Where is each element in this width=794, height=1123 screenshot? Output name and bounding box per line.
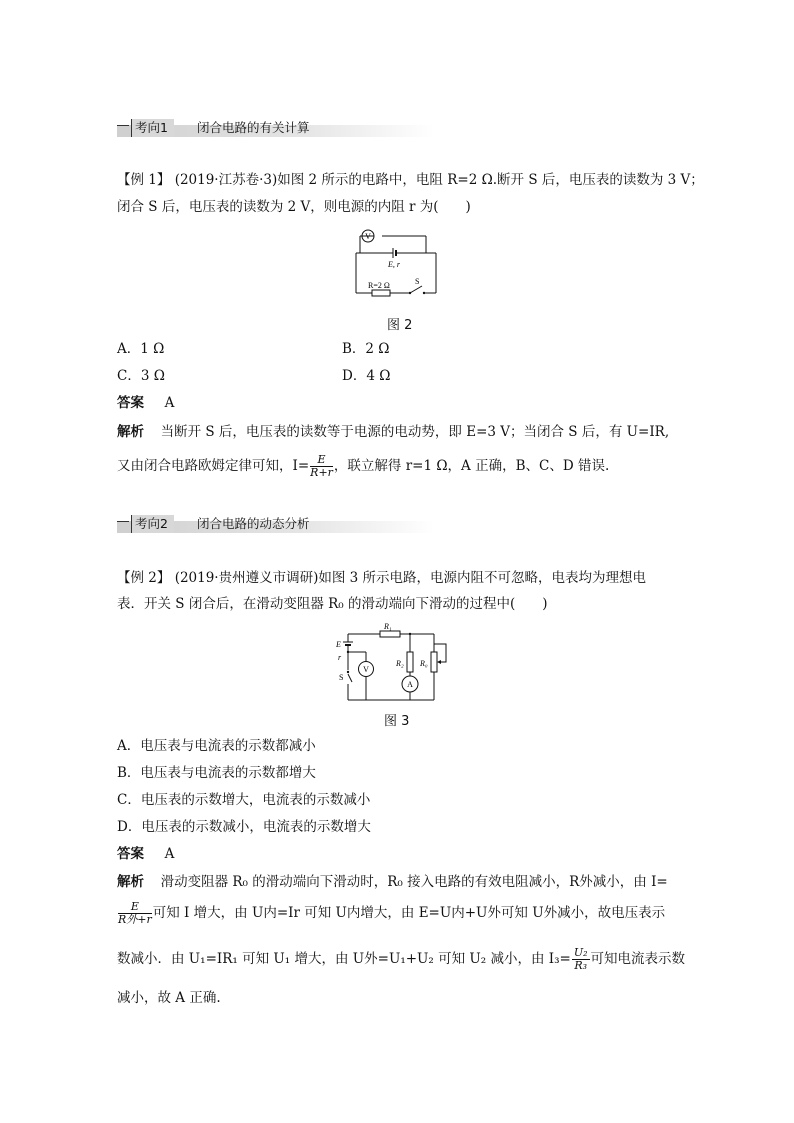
section-tag: 考向2 (131, 515, 174, 533)
answer-label: 答案 (117, 395, 144, 411)
option-d: D．4 Ω (342, 368, 391, 384)
section-header-tick (117, 125, 129, 126)
example2-tag: 【例 2】 (117, 570, 171, 586)
option-c: C．电压表的示数增大，电流表的示数减小 (117, 792, 371, 808)
example2-analysis-line3 (117, 944, 685, 974)
section-header-2 (117, 514, 435, 534)
example1-analysis-line2 (117, 451, 609, 481)
fraction-numerator: E (118, 901, 152, 914)
slider-wire (434, 644, 446, 662)
resistor-r1-symbol (380, 631, 400, 637)
example2-line1 (117, 568, 646, 588)
example2-analysis-line1 (117, 872, 668, 892)
answer-value: A (164, 395, 175, 411)
resistor-label: R=2 Ω (368, 281, 390, 290)
r2-label: R₂ (396, 659, 404, 668)
fraction-denominator: R外+r (118, 913, 152, 926)
section-title: 闭合电路的动态分析 (197, 516, 310, 531)
answer-value: A (164, 846, 175, 862)
ammeter-label: A (407, 680, 413, 689)
fraction (118, 901, 152, 926)
example2-analysis-line4: 减小，故 A 正确. (117, 990, 221, 1006)
section-header-tick (117, 521, 129, 522)
circuit-figure-2 (350, 226, 442, 302)
option-c: C．3 Ω (117, 368, 165, 384)
figure-2-caption: 图 2 (387, 318, 413, 333)
emf-label: E (336, 640, 341, 649)
option-a: A．1 Ω (117, 341, 165, 357)
option-b: B．电压表与电流表的示数都增大 (117, 765, 316, 781)
analysis-text: 可知 I 增大，由 U内=Ir 可知 U内增大，由 E=U内+U外可知 U外减小，故电压表示 (152, 905, 666, 921)
voltmeter-label: V (365, 232, 371, 241)
switch-symbol (348, 674, 352, 682)
resistor-symbol (372, 290, 390, 296)
internal-resistance-label: r (338, 653, 342, 662)
fraction-numerator: E (310, 454, 333, 467)
example1-analysis-line1 (117, 422, 669, 442)
analysis-text: 数减小．由 U₁=IR₁ 可知 U₁ 增大，由 U外=U₁+U₂ 可知 U₂ 减小，由 I₃= (117, 951, 571, 967)
source-label: E, r (388, 260, 400, 269)
r0-label: R₀ (420, 659, 428, 668)
example2-answer (117, 844, 174, 864)
example1-line1 (117, 170, 704, 190)
analysis-text: 当断开 S 后，电压表的读数等于电源的电动势，即 E=3 V；当闭合 S 后，有 U=IR, (160, 424, 670, 440)
circuit-figure-3 (334, 618, 450, 702)
example1-tag: 【例 1】 (117, 172, 171, 188)
voltmeter-label: V (363, 665, 369, 674)
r1-label: R₁ (384, 622, 392, 631)
option-d: D．电压表的示数减小，电流表的示数增大 (117, 819, 371, 835)
analysis-label: 解析 (117, 874, 144, 890)
option-b: B．2 Ω (342, 341, 390, 357)
section-tag: 考向1 (131, 119, 174, 137)
example2-text1: (2019·贵州遵义市调研)如图 3 所示电路，电源内阻不可忽略，电表均为理想电 (174, 570, 647, 586)
analysis-text: 滑动变阻器 R₀ 的滑动端向下滑动时，R₀ 接入电路的有效电阻减小，R外减小，由 I= (160, 874, 668, 890)
example1-answer (117, 393, 174, 413)
section-header-1 (117, 118, 435, 138)
resistor-r2-symbol (407, 652, 413, 672)
switch-symbol (410, 286, 422, 293)
analysis-text: ，联立解得 r=1 Ω，A 正确，B、C、D 错误. (333, 458, 610, 474)
analysis-text: 又由闭合电路欧姆定律可知，I= (117, 458, 310, 474)
answer-label: 答案 (117, 846, 144, 862)
fraction-denominator: R+r (310, 466, 333, 479)
fraction (572, 947, 590, 972)
fraction-numerator: U₂ (573, 946, 588, 959)
example2-line2: 表．开关 S 闭合后，在滑动变阻器 R₀ 的滑动端向下滑动的过程中( ) (117, 596, 548, 612)
analysis-text: 可知电流表示数 (590, 951, 686, 967)
switch-label: S (339, 673, 344, 682)
example2-analysis-line2 (117, 898, 665, 928)
fraction-denominator: R₃ (574, 959, 588, 972)
example1-line2: 闭合 S 后，电压表的读数为 2 V，则电源的内阻 r 为( ) (117, 199, 471, 215)
option-a: A．电压表与电流表的示数都减小 (117, 738, 316, 754)
resistor-r0-symbol (431, 652, 437, 672)
analysis-label: 解析 (117, 424, 144, 440)
fraction (310, 454, 333, 479)
section-title: 闭合电路的有关计算 (197, 120, 310, 135)
switch-label: S (415, 277, 420, 286)
example1-text1: (2019·江苏卷·3)如图 2 所示的电路中，电阻 R=2 Ω.断开 S 后，电压表的读数为 3 V； (174, 172, 704, 188)
figure-3-caption: 图 3 (384, 714, 410, 729)
